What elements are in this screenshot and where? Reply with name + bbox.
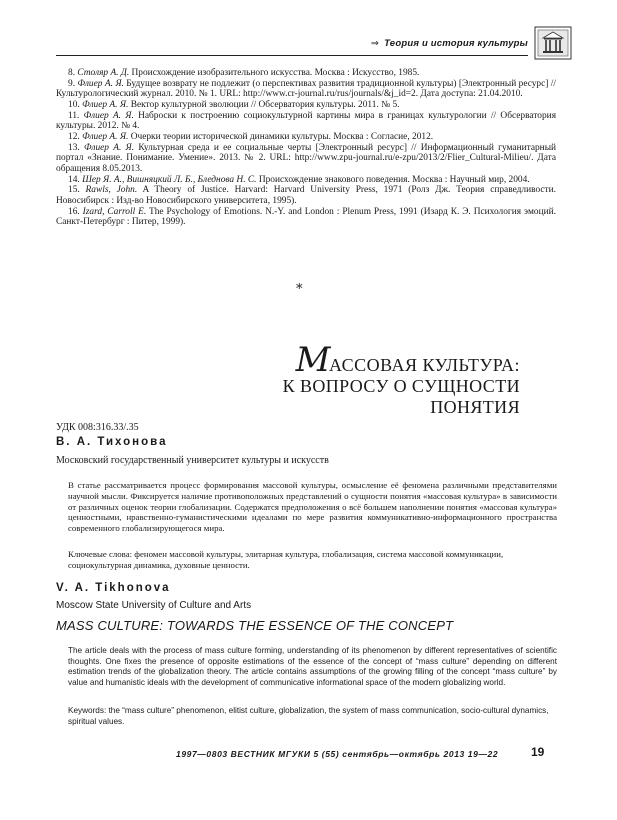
keywords-en: Keywords: the “mass culture” phenomenon, elitist culture, globalization, the system of mass communication, socio-cultural dynamics, spiritual values. [68,706,549,726]
section-separator: * [296,282,303,297]
affiliation-ru: Московский государственный университет культуры и искусств [56,455,329,466]
reference-item: 16. Izard, Carroll E. The Psychology of Emotions. N.-Y. and London : Plenum Press, 1991 (Изард К. Э. Психология эмоций. Санкт-Петербург : Питер, 1999). [56,206,556,228]
abstract-ru: В статье рассматривается процесс формирования массовой культуры, осмысление её феномена различными представителями научной мысли. Фиксируется наличие противоположных представлений о сущности понятия «массовая культура» в зависимости от различных оценок теории глобализации. Содержатся предположения о всё большем наполнении понятия «массовая культура» ценностными, нравственно-гуманистическими идеалами по мере развития коммуникативно-информационного пространства современного глобализирующегося мира. [68,480,557,534]
author-name-en: V. A. Tikhonova [56,582,171,594]
reference-item: 8. Столяр А. Д. Происхождение изобразительного искусства. Москва : Искусство, 1985. [68,68,420,78]
journal-logo-icon [534,26,572,60]
title-line-2: К ВОПРОСУ О СУЩНОСТИ ПОНЯТИЯ [282,376,520,417]
section-title: Теория и история культуры [384,37,528,49]
affiliation-en: Moscow State University of Culture and Arts [56,600,252,611]
title-line-1: МАССОВАЯ КУЛЬТУРА: [295,340,520,380]
reference-item: 13. Флиер А. Я. Культурная среда и ее социальные черты [Электронный ресурс] // Информационный гуманитарный портал «Знание. Понимание. Умение». 2013. № 2. URL: http://www.zpu-journal.ru/e-zpu/2013/2/Flier_Cultural-Milieu/. Дата обращения 8.05.2013. [56,142,557,174]
reference-item: 9. Флиер А. Я. Будущее возврату не подлежит (о перспективах развития традиционной культуры) [Электронный ресурс] // Культурологический журнал. 2010. № 1. URL: http://www.cr-journal.ru/rus/journals/&j_id=2. Дата доступа: 21.04.2010. [56,78,557,100]
references-list [56,68,556,228]
reference-item: 15. Rawls, John. A Theory of Justice. Harvard: Harvard University Press, 1971 (Ролз Дж. Теория справедливости. Новосибирск : Изд-во Новосибирского университета, 1995). [56,185,556,206]
page-number: 19 [531,745,545,759]
arrow-icon: ⇒ [370,37,380,49]
header-rule [56,55,528,56]
reference-item: 10. Флиер А. Я. Вектор культурной эволюции // Обсерватория культуры. 2011. № 5. [68,99,400,110]
author-name-ru: В. А. Тихонова [56,436,168,448]
running-header [56,35,528,51]
journal-footer: 1997—0803 ВЕСТНИК МГУКИ 5 (55) сентябрь—октябрь 2013 19—22 [176,749,499,759]
keywords-ru: Ключевые слова: феномен массовой культуры, элитарная культура, глобализация, система массовой коммуникации, социокультурная динамика, духовные ценности. [68,549,504,570]
reference-item: 12. Флиер А. Я. Очерки теории исторической динамики культуры. Москва : Согласие, 2012. [68,131,434,142]
article-title-en: MASS CULTURE: TOWARDS THE ESSENCE OF THE CONCEPT [56,618,454,633]
article-title [200,340,520,418]
reference-item: 14. Шер Я. А., Вишняцкий Л. Б., Бледнова Н. С. Происхождение знакового поведения. Москва : Научный мир, 2004. [68,174,530,185]
title-initial: М [295,340,331,380]
reference-item: 11. Флиер А. Я. Наброски к построению социокультурной картины мира в границах культурологии // Обсерватория культуры. 2012. № 4. [56,110,557,132]
udk-code: УДК 008:316.33/.35 [56,422,139,433]
abstract-en: The article deals with the process of mass culture forming, understanding of its phenomenon by different representatives of scientific thoughts. One fixes the presence of opposite estimations of the essence of the concept of “mass culture” depending on different estimation trends of the globalization theory. The article contains assumptions of the growing filling of the concept “mass culture” by value and humanistic ideals with the development of communicative informational space of the modern globalizing world. [68,646,557,687]
